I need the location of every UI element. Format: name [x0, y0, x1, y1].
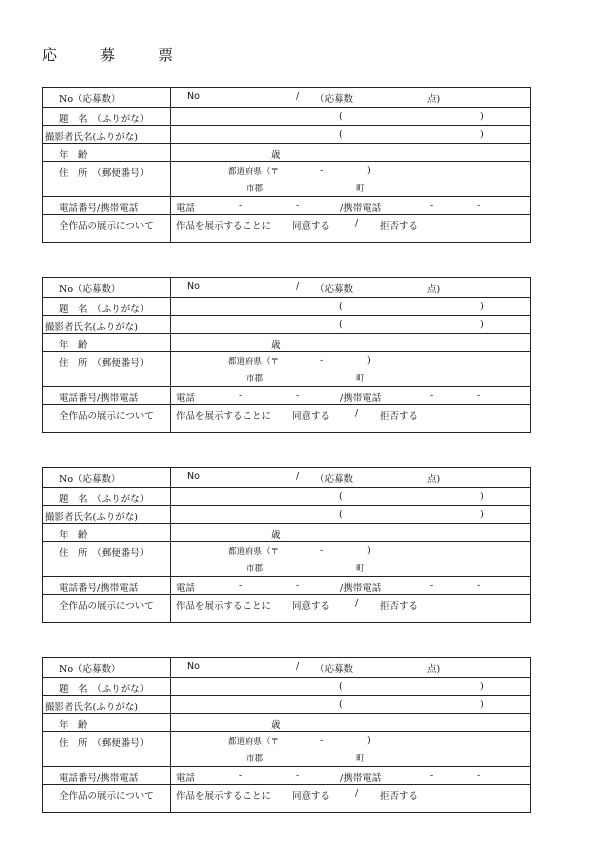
label-age: 年 齢 — [43, 144, 171, 161]
label-phone: 電話番号/携帯電話 — [43, 387, 171, 404]
mobile-dash-2: - — [477, 770, 481, 781]
label-address: 住 所 （郵便番号） — [43, 162, 171, 196]
application-form-3 — [42, 467, 531, 623]
phone-dash-2: - — [296, 770, 300, 781]
page-title: 応 募 票 — [42, 46, 188, 64]
row-photographer[interactable] — [43, 695, 530, 713]
phone-dash-2: - — [296, 580, 300, 591]
exhibit-question: 作品を展示することに — [176, 791, 272, 802]
row-phone[interactable] — [43, 386, 530, 404]
label-exhibit: 全作品の展示について — [43, 215, 171, 242]
label-exhibit: 全作品の展示について — [43, 405, 171, 432]
mobile-label: /携帯電話 — [340, 583, 382, 594]
label-title: 題 名 （ふりがな） — [43, 678, 171, 695]
row-entry-count — [43, 278, 530, 297]
row-photographer[interactable] — [43, 315, 530, 333]
row-title[interactable] — [43, 487, 530, 505]
row-address[interactable] — [43, 731, 530, 766]
paren-open: ( — [339, 301, 343, 312]
row-title[interactable] — [43, 677, 530, 695]
phone-dash-1: - — [239, 770, 243, 781]
entries-open: （応募数 — [315, 284, 354, 295]
mobile-dash-1: - — [430, 390, 434, 401]
paren-open: ( — [339, 491, 343, 502]
town-label: 町 — [356, 184, 365, 194]
label-entry-count: No（応募数） — [43, 658, 171, 677]
option-slash: / — [355, 218, 359, 229]
label-entry-count: No（応募数） — [43, 88, 171, 107]
points-label: 点) — [427, 664, 441, 675]
paren-close: ) — [480, 129, 484, 140]
option-slash: / — [355, 788, 359, 799]
refuse-option[interactable]: 拒否する — [380, 791, 419, 802]
city-label: 市郡 — [246, 754, 264, 764]
city-label: 市郡 — [246, 374, 264, 384]
paren-close: ) — [480, 699, 484, 710]
prefecture-label: 都道府県（〒 — [228, 547, 280, 557]
row-entry-count — [43, 468, 530, 487]
entries-open: （応募数 — [315, 94, 354, 105]
row-phone[interactable] — [43, 196, 530, 214]
exhibit-question: 作品を展示することに — [176, 411, 272, 422]
phone-label: 電話 — [176, 773, 196, 784]
agree-option[interactable]: 同意する — [292, 411, 331, 422]
points-label: 点) — [427, 284, 441, 295]
row-entry-count — [43, 658, 530, 677]
paren-close: ) — [480, 319, 484, 330]
paren-open: ( — [339, 129, 343, 140]
refuse-option[interactable]: 拒否する — [380, 411, 419, 422]
row-address[interactable] — [43, 541, 530, 576]
slash: / — [296, 661, 300, 672]
agree-option[interactable]: 同意する — [292, 601, 331, 612]
label-phone: 電話番号/携帯電話 — [43, 197, 171, 214]
mobile-dash-2: - — [477, 390, 481, 401]
phone-dash-2: - — [296, 390, 300, 401]
paren-close: ) — [480, 301, 484, 312]
row-exhibit[interactable] — [43, 784, 530, 812]
option-slash: / — [355, 598, 359, 609]
label-entry-count: No（応募数） — [43, 278, 171, 297]
row-title[interactable] — [43, 107, 530, 125]
refuse-option[interactable]: 拒否する — [380, 601, 419, 612]
phone-dash-1: - — [239, 200, 243, 211]
mobile-label: /携帯電話 — [340, 203, 382, 214]
city-label: 市郡 — [246, 564, 264, 574]
postal-close: ) — [367, 545, 371, 556]
paren-open: ( — [339, 319, 343, 330]
agree-option[interactable]: 同意する — [292, 221, 331, 232]
paren-close: ) — [480, 509, 484, 520]
mobile-dash-1: - — [430, 770, 434, 781]
no-prefix: No — [187, 471, 200, 482]
town-label: 町 — [356, 564, 365, 574]
application-form-4 — [42, 657, 531, 813]
entries-open: （応募数 — [315, 664, 354, 675]
row-title[interactable] — [43, 297, 530, 315]
no-prefix: No — [187, 281, 200, 292]
label-address: 住 所 （郵便番号） — [43, 732, 171, 766]
paren-open: ( — [339, 509, 343, 520]
label-phone: 電話番号/携帯電話 — [43, 767, 171, 784]
age-unit: 歳 — [271, 530, 281, 541]
entries-open: （応募数 — [315, 474, 354, 485]
row-address[interactable] — [43, 161, 530, 196]
label-photographer: 撮影者氏名(ふりがな) — [43, 506, 171, 523]
slash: / — [296, 281, 300, 292]
no-prefix: No — [187, 91, 200, 102]
age-unit: 歳 — [271, 340, 281, 351]
paren-close: ) — [480, 491, 484, 502]
postal-close: ) — [367, 165, 371, 176]
age-unit: 歳 — [271, 150, 281, 161]
points-label: 点) — [427, 94, 441, 105]
postal-dash: - — [320, 735, 324, 746]
row-exhibit[interactable] — [43, 404, 530, 432]
postal-close: ) — [367, 735, 371, 746]
paren-close: ) — [480, 681, 484, 692]
label-photographer: 撮影者氏名(ふりがな) — [43, 126, 171, 143]
agree-option[interactable]: 同意する — [292, 791, 331, 802]
mobile-dash-1: - — [430, 200, 434, 211]
town-label: 町 — [356, 754, 365, 764]
label-title: 題 名 （ふりがな） — [43, 298, 171, 315]
row-photographer[interactable] — [43, 505, 530, 523]
paren-open: ( — [339, 699, 343, 710]
label-exhibit: 全作品の展示について — [43, 785, 171, 812]
mobile-dash-2: - — [477, 580, 481, 591]
mobile-dash-1: - — [430, 580, 434, 591]
row-phone[interactable] — [43, 766, 530, 784]
mobile-dash-2: - — [477, 200, 481, 211]
phone-dash-2: - — [296, 200, 300, 211]
row-age[interactable] — [43, 523, 530, 541]
mobile-label: /携帯電話 — [340, 773, 382, 784]
option-slash: / — [355, 408, 359, 419]
phone-dash-1: - — [239, 580, 243, 591]
postal-close: ) — [367, 355, 371, 366]
mobile-label: /携帯電話 — [340, 393, 382, 404]
slash: / — [296, 471, 300, 482]
paren-close: ) — [480, 111, 484, 122]
label-title: 題 名 （ふりがな） — [43, 108, 171, 125]
label-entry-count: No（応募数） — [43, 468, 171, 487]
paren-open: ( — [339, 681, 343, 692]
label-age: 年 齢 — [43, 714, 171, 731]
label-age: 年 齢 — [43, 334, 171, 351]
application-form-1 — [42, 87, 531, 243]
label-photographer: 撮影者氏名(ふりがな) — [43, 696, 171, 713]
application-form-2 — [42, 277, 531, 433]
row-phone[interactable] — [43, 576, 530, 594]
label-address: 住 所 （郵便番号） — [43, 352, 171, 386]
refuse-option[interactable]: 拒否する — [380, 221, 419, 232]
row-age[interactable] — [43, 143, 530, 161]
row-address[interactable] — [43, 351, 530, 386]
age-unit: 歳 — [271, 720, 281, 731]
exhibit-question: 作品を展示することに — [176, 221, 272, 232]
town-label: 町 — [356, 374, 365, 384]
label-exhibit: 全作品の展示について — [43, 595, 171, 622]
prefecture-label: 都道府県（〒 — [228, 167, 280, 177]
phone-label: 電話 — [176, 393, 196, 404]
row-exhibit[interactable] — [43, 214, 530, 242]
row-age[interactable] — [43, 333, 530, 351]
label-age: 年 齢 — [43, 524, 171, 541]
phone-label: 電話 — [176, 583, 196, 594]
label-title: 題 名 （ふりがな） — [43, 488, 171, 505]
city-label: 市郡 — [246, 184, 264, 194]
slash: / — [296, 91, 300, 102]
phone-label: 電話 — [176, 203, 196, 214]
postal-dash: - — [320, 165, 324, 176]
postal-dash: - — [320, 545, 324, 556]
points-label: 点) — [427, 474, 441, 485]
row-age[interactable] — [43, 713, 530, 731]
exhibit-question: 作品を展示することに — [176, 601, 272, 612]
label-address: 住 所 （郵便番号） — [43, 542, 171, 576]
label-photographer: 撮影者氏名(ふりがな) — [43, 316, 171, 333]
row-entry-count — [43, 88, 530, 107]
label-phone: 電話番号/携帯電話 — [43, 577, 171, 594]
paren-open: ( — [339, 111, 343, 122]
row-exhibit[interactable] — [43, 594, 530, 622]
prefecture-label: 都道府県（〒 — [228, 737, 280, 747]
row-photographer[interactable] — [43, 125, 530, 143]
prefecture-label: 都道府県（〒 — [228, 357, 280, 367]
phone-dash-1: - — [239, 390, 243, 401]
postal-dash: - — [320, 355, 324, 366]
no-prefix: No — [187, 661, 200, 672]
